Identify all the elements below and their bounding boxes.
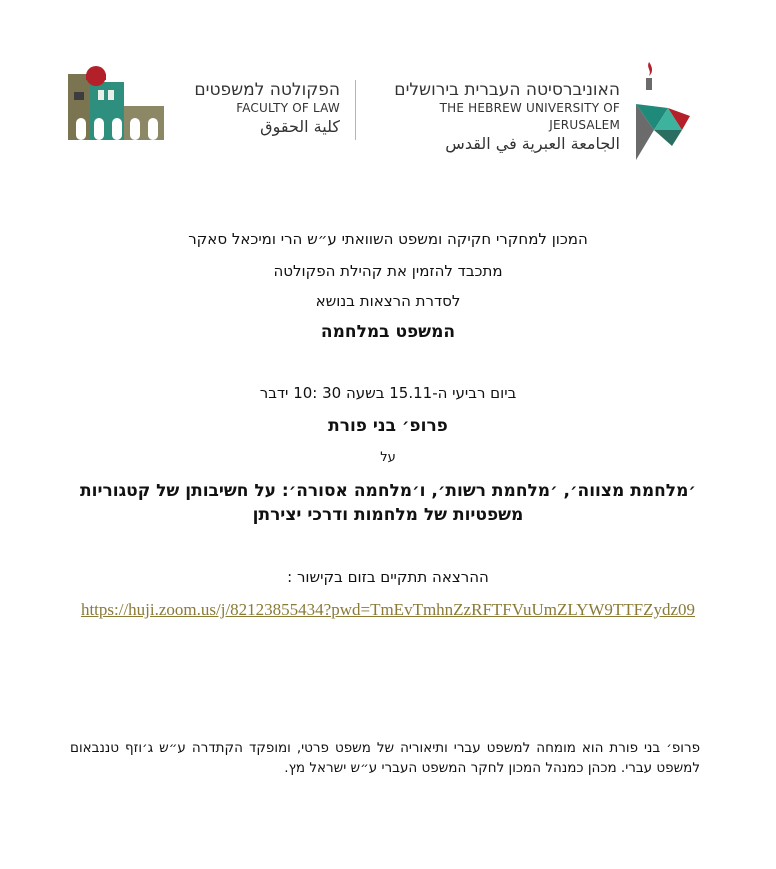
series-intro-line: לסדרת הרצאות בנושא: [315, 292, 461, 310]
faculty-name-hebrew: הפקולטה למשפטים: [194, 80, 340, 100]
invitation-line: מתכבד להזמין את קהילת הפקולטה: [273, 262, 503, 280]
institute-line: המכון למחקרי חקיקה ומשפט השוואתי ע״ש הרי ומיכאל סאקר: [188, 230, 588, 248]
university-name-english: THE HEBREW UNIVERSITY OF JERUSALEM: [439, 101, 620, 132]
header-divider: [355, 80, 356, 140]
faculty-name-english: FACULTY OF LAW: [236, 101, 340, 115]
hebrew-university-logo: [632, 60, 692, 160]
zoom-intro: ההרצאה תתקיים בזום בקישור :: [287, 568, 489, 586]
university-name-hebrew: האוניברסיטה העברית בירושלים: [394, 80, 620, 100]
lecture-title: ׳מלחמת מצווה׳, ׳מלחמת רשות׳, ו׳מלחמה אסורה׳: על חשיבותן של קטגוריות משפטיות של מלחמות ודרכי יצירתן: [80, 481, 696, 525]
zoom-link[interactable]: https://huji.zoom.us/j/82123855434?pwd=TmEvTmhnZzRFTFVuUmZLYW9TTFZydz09: [80, 600, 696, 619]
speaker-name: פרופ׳ בני פורת: [328, 416, 448, 436]
faculty-name-arabic: كلية الحقوق: [260, 117, 340, 136]
faculty-of-law-logo: [66, 66, 166, 142]
lecture-datetime: ביום רביעי ה-15.11 בשעה 30 :10 ידבר: [259, 384, 517, 402]
university-names: [368, 80, 620, 154]
speaker-bio: פרופ׳ בני פורת הוא מומחה למשפט עברי ותיאוריה של משפט פרטי, ומופקד הקתדרה ע״ש ג׳וזף טננבאום למשפט עברי. מכהן כמנהל המכון לחקר המשפט העברי ע״ש ישראל מץ.: [70, 740, 700, 776]
series-title: המשפט במלחמה: [320, 322, 456, 342]
faculty-names: [184, 80, 340, 137]
university-name-arabic: الجامعة العبرية في القدس: [445, 134, 620, 153]
about-label: על: [380, 450, 396, 465]
